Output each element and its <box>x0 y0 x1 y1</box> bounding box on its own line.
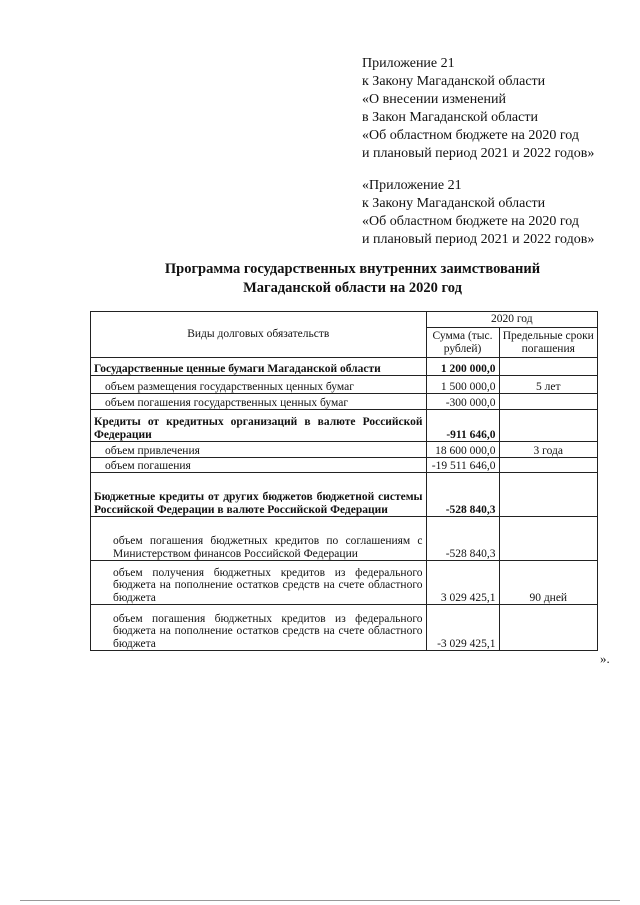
row-sum: -528 840,3 <box>426 517 499 561</box>
row-label: объем размещения государственных ценных бумаг <box>91 376 427 394</box>
row-term <box>499 358 597 376</box>
row-label: Кредиты от кредитных организаций в валюте Российской Федерации <box>91 410 427 442</box>
row-label: объем привлечения <box>91 442 427 458</box>
title-line: Магаданской области на 2020 год <box>243 280 462 296</box>
header-line: к Закону Магаданской области <box>362 196 546 211</box>
header-line: и плановый период 2021 и 2022 годов» <box>362 232 595 247</box>
table-row <box>91 410 598 442</box>
row-label: объем получения бюджетных кредитов из федерального бюджета на пополнение остатков средств на счете областного бюджета <box>91 561 427 605</box>
row-term: 3 года <box>499 442 597 458</box>
row-term <box>499 517 597 561</box>
row-term: 90 дней <box>499 561 597 605</box>
header-line: «Об областном бюджете на 2020 год <box>362 214 579 229</box>
header-line: к Закону Магаданской области <box>362 74 546 89</box>
borrowing-program-table <box>90 311 598 651</box>
table-row <box>91 358 598 376</box>
page-edge-line <box>20 900 620 901</box>
table-row <box>91 605 598 651</box>
table-row <box>91 561 598 605</box>
header-line: «О внесении изменений <box>362 92 506 107</box>
header-line: «Об областном бюджете на 2020 год <box>362 128 579 143</box>
row-sum: 1 500 000,0 <box>426 376 499 394</box>
row-label: объем погашения государственных ценных бумаг <box>91 394 427 410</box>
row-term <box>499 473 597 517</box>
row-term: 5 лет <box>499 376 597 394</box>
row-term <box>499 410 597 442</box>
row-term <box>499 394 597 410</box>
row-label: объем погашения бюджетных кредитов по соглашениям с Министерством финансов Российской Федерации <box>91 517 427 561</box>
table-row <box>91 376 598 394</box>
title-line: Программа государственных внутренних заимствований <box>164 261 541 277</box>
document-title <box>0 260 640 298</box>
table-row <box>91 473 598 517</box>
row-sum: -3 029 425,1 <box>426 605 499 651</box>
table-row <box>91 394 598 410</box>
col-header-year: 2020 год <box>426 312 597 328</box>
row-label: Государственные ценные бумаги Магаданской области <box>91 358 427 376</box>
row-sum: -528 840,3 <box>426 473 499 517</box>
row-term <box>499 605 597 651</box>
original-appendix-header <box>362 177 594 249</box>
row-label: Бюджетные кредиты от других бюджетов бюджетной системы Российской Федерации в валюте Российской Федерации <box>91 473 427 517</box>
header-line: и плановый период 2021 и 2022 годов» <box>362 146 595 161</box>
header-line: в Закон Магаданской области <box>362 110 538 125</box>
row-label: объем погашения <box>91 458 427 473</box>
row-sum: -911 646,0 <box>426 410 499 442</box>
table-row <box>91 458 598 473</box>
row-sum: 1 200 000,0 <box>426 358 499 376</box>
table-row <box>91 442 598 458</box>
col-header-type: Виды долговых обязательств <box>91 312 427 358</box>
col-header-terms: Предельные сроки погашения <box>499 328 597 358</box>
closing-quote-mark: ». <box>600 651 610 666</box>
header-line: Приложение 21 <box>362 56 455 71</box>
header-line: «Приложение 21 <box>362 178 462 193</box>
row-label: объем погашения бюджетных кредитов из федерального бюджета на пополнение остатков средств на счете областного бюджета <box>91 605 427 651</box>
col-header-sum: Сумма (тыс. рублей) <box>426 328 499 358</box>
row-sum: 18 600 000,0 <box>426 442 499 458</box>
row-sum: 3 029 425,1 <box>426 561 499 605</box>
row-sum: -300 000,0 <box>426 394 499 410</box>
row-sum: -19 511 646,0 <box>426 458 499 473</box>
row-term <box>499 458 597 473</box>
table-row <box>91 517 598 561</box>
appendix-header <box>362 55 594 163</box>
